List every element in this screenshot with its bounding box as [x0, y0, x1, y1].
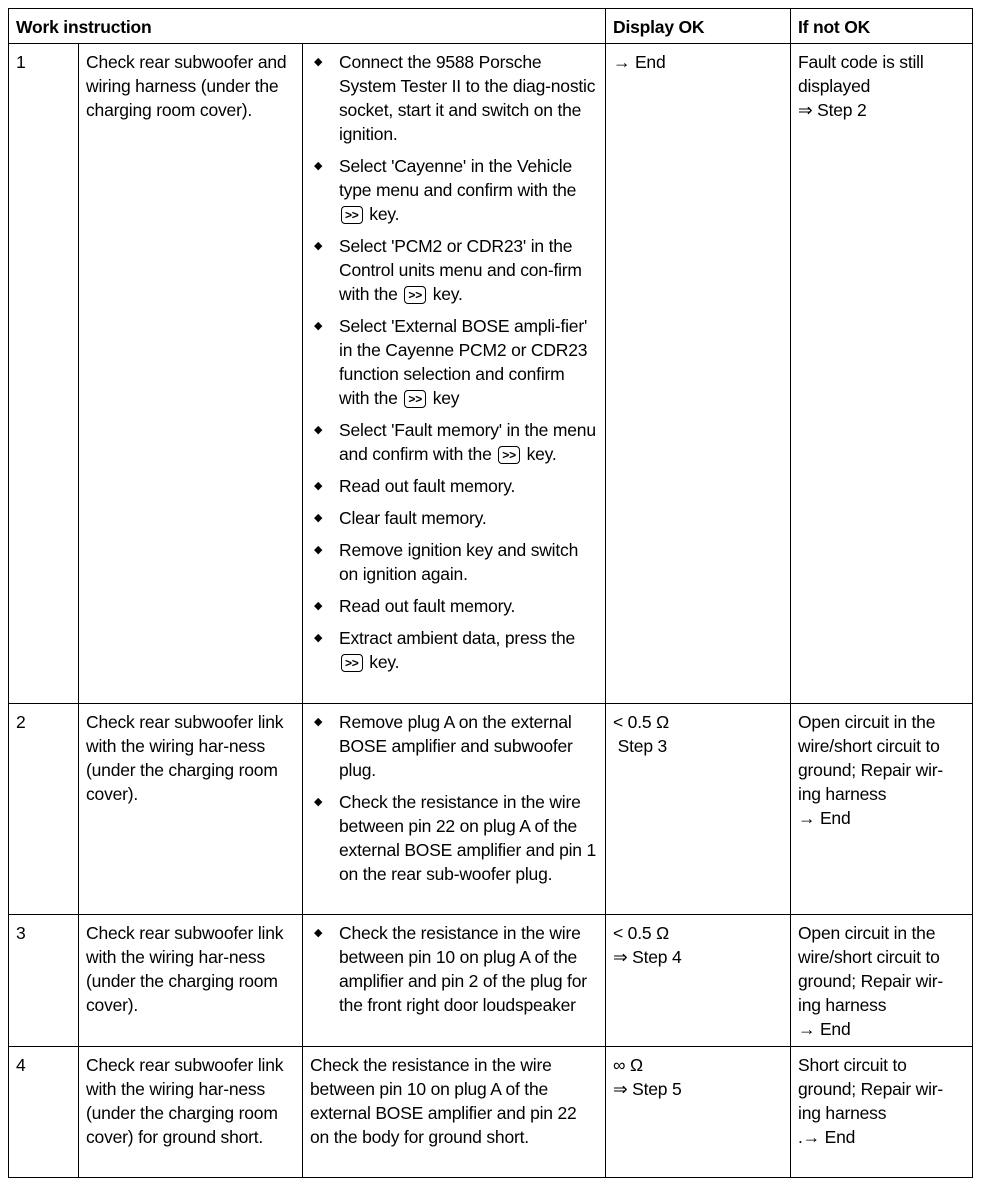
check-description: Check rear subwoofer link with the wiring har-ness (under the charging room cover).: [79, 915, 303, 1047]
table-row: [9, 1047, 973, 1178]
list-item: ◆ Remove plug A on the external BOSE amplifier and subwoofer plug.: [314, 712, 573, 780]
next-step: ⇒ Step 4: [613, 947, 682, 967]
table-row: [9, 44, 973, 704]
work-instruction-table: [8, 8, 973, 1178]
display-ok-cell: [606, 44, 791, 704]
bullet-icon: ◆: [314, 600, 323, 612]
next-step: Step 3: [613, 736, 668, 756]
step-number: 3: [9, 915, 79, 1047]
bullet-icon: ◆: [314, 544, 323, 556]
if-not-ok-cell: [791, 1047, 973, 1178]
bullet-icon: ◆: [314, 160, 323, 172]
display-ok-value: < 0.5 Ω: [613, 923, 669, 943]
instruction-steps: [303, 915, 606, 1047]
fault-description: Open circuit in the wire/short circuit to ground; Repair wir-ing harness: [798, 712, 944, 804]
instruction-steps: [303, 704, 606, 915]
header-if-not-ok: If not OK: [791, 9, 973, 44]
check-description: Check rear subwoofer link with the wiring har-ness (under the charging room cover).: [79, 704, 303, 915]
instruction-steps: [303, 44, 606, 704]
bullet-icon: ◆: [314, 240, 323, 252]
next-key-icon: >>: [498, 446, 520, 464]
list-item: ◆ Read out fault memory.: [314, 476, 516, 496]
list-item: ◆ Connect the 9588 Porsche System Tester II to the diag-nostic socket, start it and switch on the ignition.: [314, 52, 596, 144]
display-ok-cell: [606, 704, 791, 915]
step-number: 1: [9, 44, 79, 704]
list-item: ◆ Check the resistance in the wire between pin 22 on plug A of the external BOSE amplifier and pin 1 on the rear sub-woofer plug.: [314, 792, 597, 884]
bullet-icon: ◆: [314, 632, 323, 644]
if-not-ok-cell: [791, 915, 973, 1047]
bullet-icon: ◆: [314, 480, 323, 492]
fault-description: Fault code is still displayed: [798, 52, 924, 96]
next-step: → End: [798, 808, 851, 828]
bullet-icon: ◆: [314, 927, 323, 939]
display-ok-cell: [606, 1047, 791, 1178]
next-step: ⇒ Step 5: [613, 1079, 682, 1099]
if-not-ok-cell: [791, 704, 973, 915]
bullet-icon: ◆: [314, 424, 323, 436]
list-item: ◆ Check the resistance in the wire between pin 10 on plug A of the amplifier and pin 2 of the plug for the front right door loudspeaker: [314, 923, 587, 1015]
step-number: 4: [9, 1047, 79, 1178]
check-description: Check rear subwoofer link with the wiring har-ness (under the charging room cover) for ground short.: [79, 1047, 303, 1178]
header-work-instruction: Work instruction: [9, 9, 606, 44]
table-row: [9, 915, 973, 1047]
instruction-text: Check the resistance in the wire between pin 10 on plug A of the external BOSE amplifier and pin 22 on the body for ground short.: [303, 1047, 606, 1178]
display-ok-cell: [606, 915, 791, 1047]
next-step: → End: [798, 1019, 851, 1039]
list-item: ◆ Read out fault memory.: [314, 596, 516, 616]
header-row: [9, 9, 973, 44]
list-item: ◆ Remove ignition key and switch on ignition again.: [314, 540, 579, 584]
if-not-ok-cell: [791, 44, 973, 704]
next-step: .→ End: [798, 1127, 856, 1147]
next-key-icon: >>: [404, 286, 426, 304]
fault-description: Short circuit to ground; Repair wir-ing harness: [798, 1055, 944, 1123]
list-item: ◆ Select 'Cayenne' in the Vehicle type menu and confirm with the >> key.: [314, 156, 577, 224]
bullet-icon: ◆: [314, 796, 323, 808]
bullet-icon: ◆: [314, 56, 323, 68]
fault-description: Open circuit in the wire/short circuit to ground; Repair wir-ing harness: [798, 923, 944, 1015]
list-item: ◆ Select 'PCM2 or CDR23' in the Control units menu and con-firm with the >> key.: [314, 236, 582, 304]
display-ok-value: ∞ Ω: [613, 1055, 643, 1075]
list-item: ◆ Extract ambient data, press the >> key.: [314, 628, 576, 672]
next-key-icon: >>: [404, 390, 426, 408]
display-ok-value: < 0.5 Ω: [613, 712, 669, 732]
bullet-icon: ◆: [314, 512, 323, 524]
list-item: ◆ Select 'Fault memory' in the menu and confirm with the >> key.: [314, 420, 596, 464]
header-display-ok: Display OK: [606, 9, 791, 44]
bullet-icon: ◆: [314, 320, 323, 332]
table-row: [9, 704, 973, 915]
next-step: ⇒ Step 2: [798, 100, 867, 120]
next-key-icon: >>: [341, 206, 363, 224]
step-number: 2: [9, 704, 79, 915]
bullet-icon: ◆: [314, 716, 323, 728]
list-item: ◆ Clear fault memory.: [314, 508, 487, 528]
list-item: ◆ Select 'External BOSE ampli-fier' in the Cayenne PCM2 or CDR23 function selection and confirm with the >> key: [314, 316, 588, 408]
check-description: Check rear subwoofer and wiring harness (under the charging room cover).: [79, 44, 303, 704]
display-ok-value: → End: [613, 52, 666, 72]
next-key-icon: >>: [341, 654, 363, 672]
